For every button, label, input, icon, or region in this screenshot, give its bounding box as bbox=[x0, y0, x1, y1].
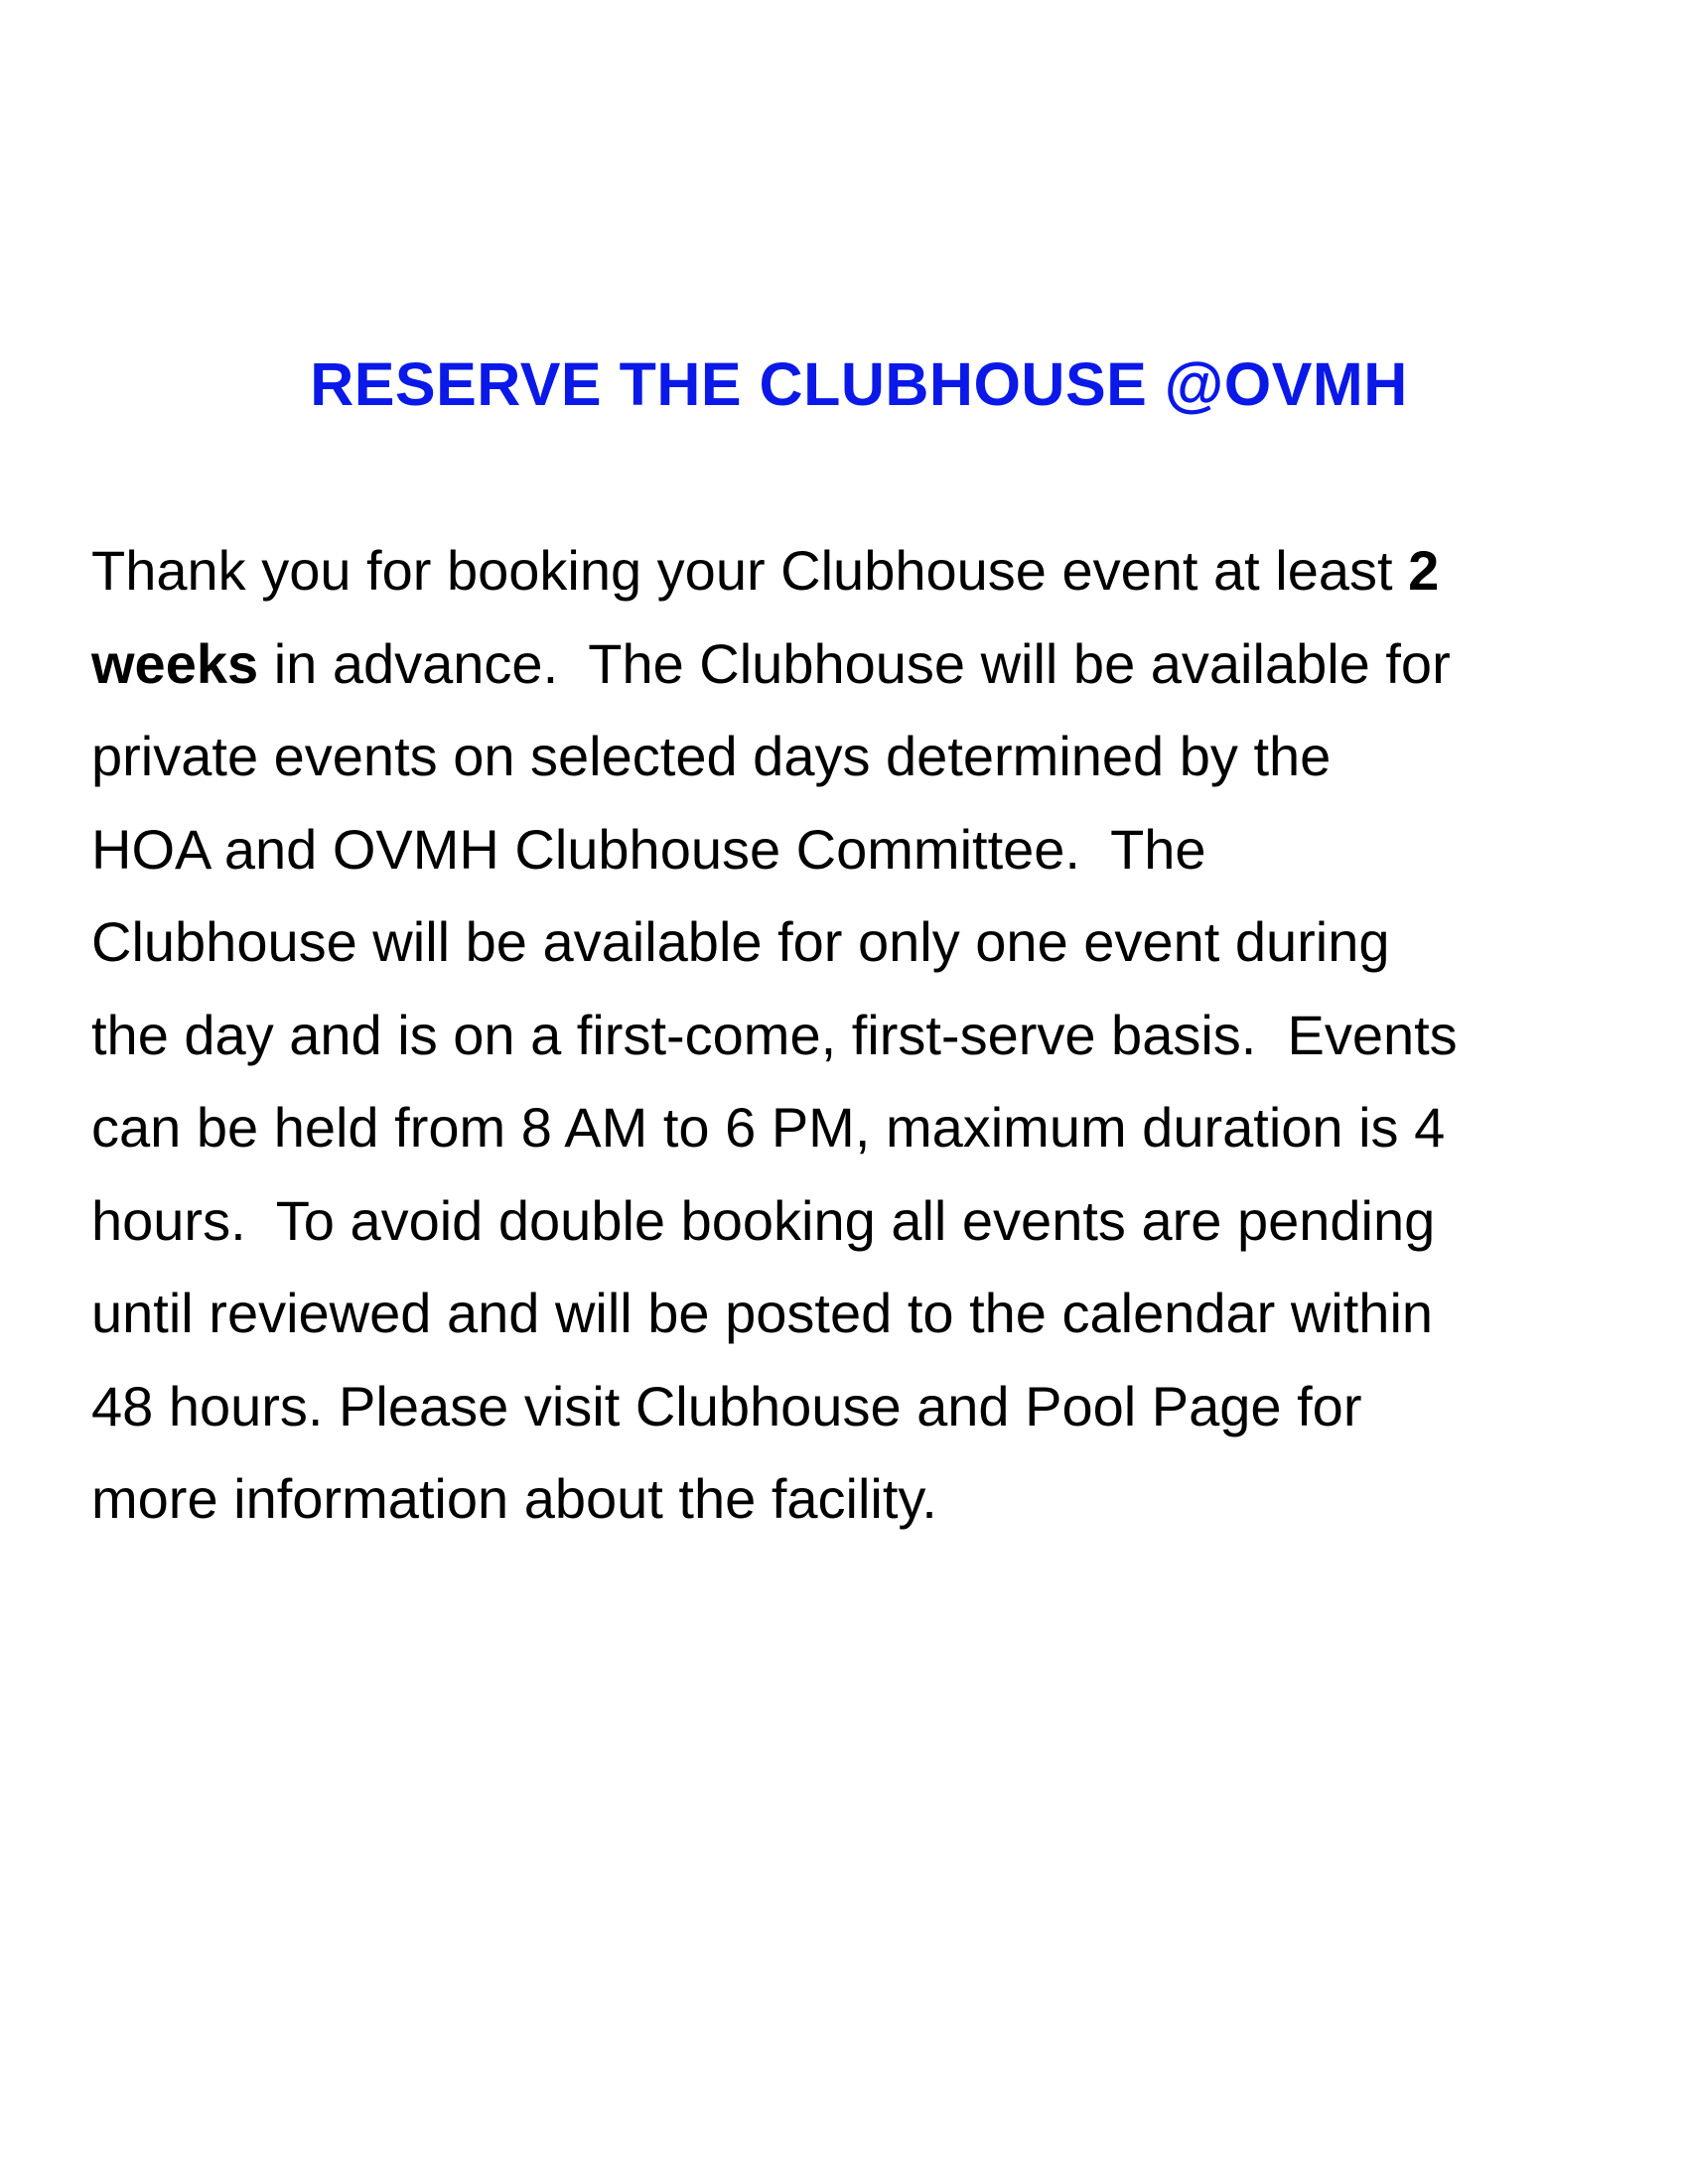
body-line-3: private events on selected days determined by the bbox=[91, 725, 1332, 787]
body-line-9: until reviewed and will be posted to the calendar within bbox=[91, 1282, 1434, 1344]
body-line-7: can be held from 8 AM to 6 PM, maximum duration is 4 bbox=[91, 1096, 1446, 1159]
body-text-segment: Thank you for booking your Clubhouse event at least bbox=[91, 539, 1409, 602]
body-line-11: more information about the facility. bbox=[91, 1467, 937, 1530]
body-text-segment: in advance. The Clubhouse will be available for bbox=[258, 631, 1451, 695]
body-line-6: the day and is on a first-come, first-serve basis. Events bbox=[91, 1003, 1458, 1066]
body-line-8: hours. To avoid double booking all events are pending bbox=[91, 1188, 1436, 1252]
body-line-5: Clubhouse will be available for only one event during bbox=[91, 910, 1390, 973]
bold-text-segment: weeks bbox=[91, 631, 259, 695]
page-title: RESERVE THE CLUBHOUSE @OVMH bbox=[310, 350, 1408, 418]
bold-text-segment: 2 bbox=[1408, 539, 1440, 602]
body-line-10: 48 hours. Please visit Clubhouse and Pool Page for bbox=[91, 1374, 1362, 1437]
body-line-2 bbox=[91, 617, 1660, 711]
body-line-1 bbox=[91, 524, 1660, 617]
body-line-4: HOA and OVMH Clubhouse Committee. The bbox=[91, 817, 1206, 881]
body-paragraph bbox=[91, 524, 1660, 1546]
